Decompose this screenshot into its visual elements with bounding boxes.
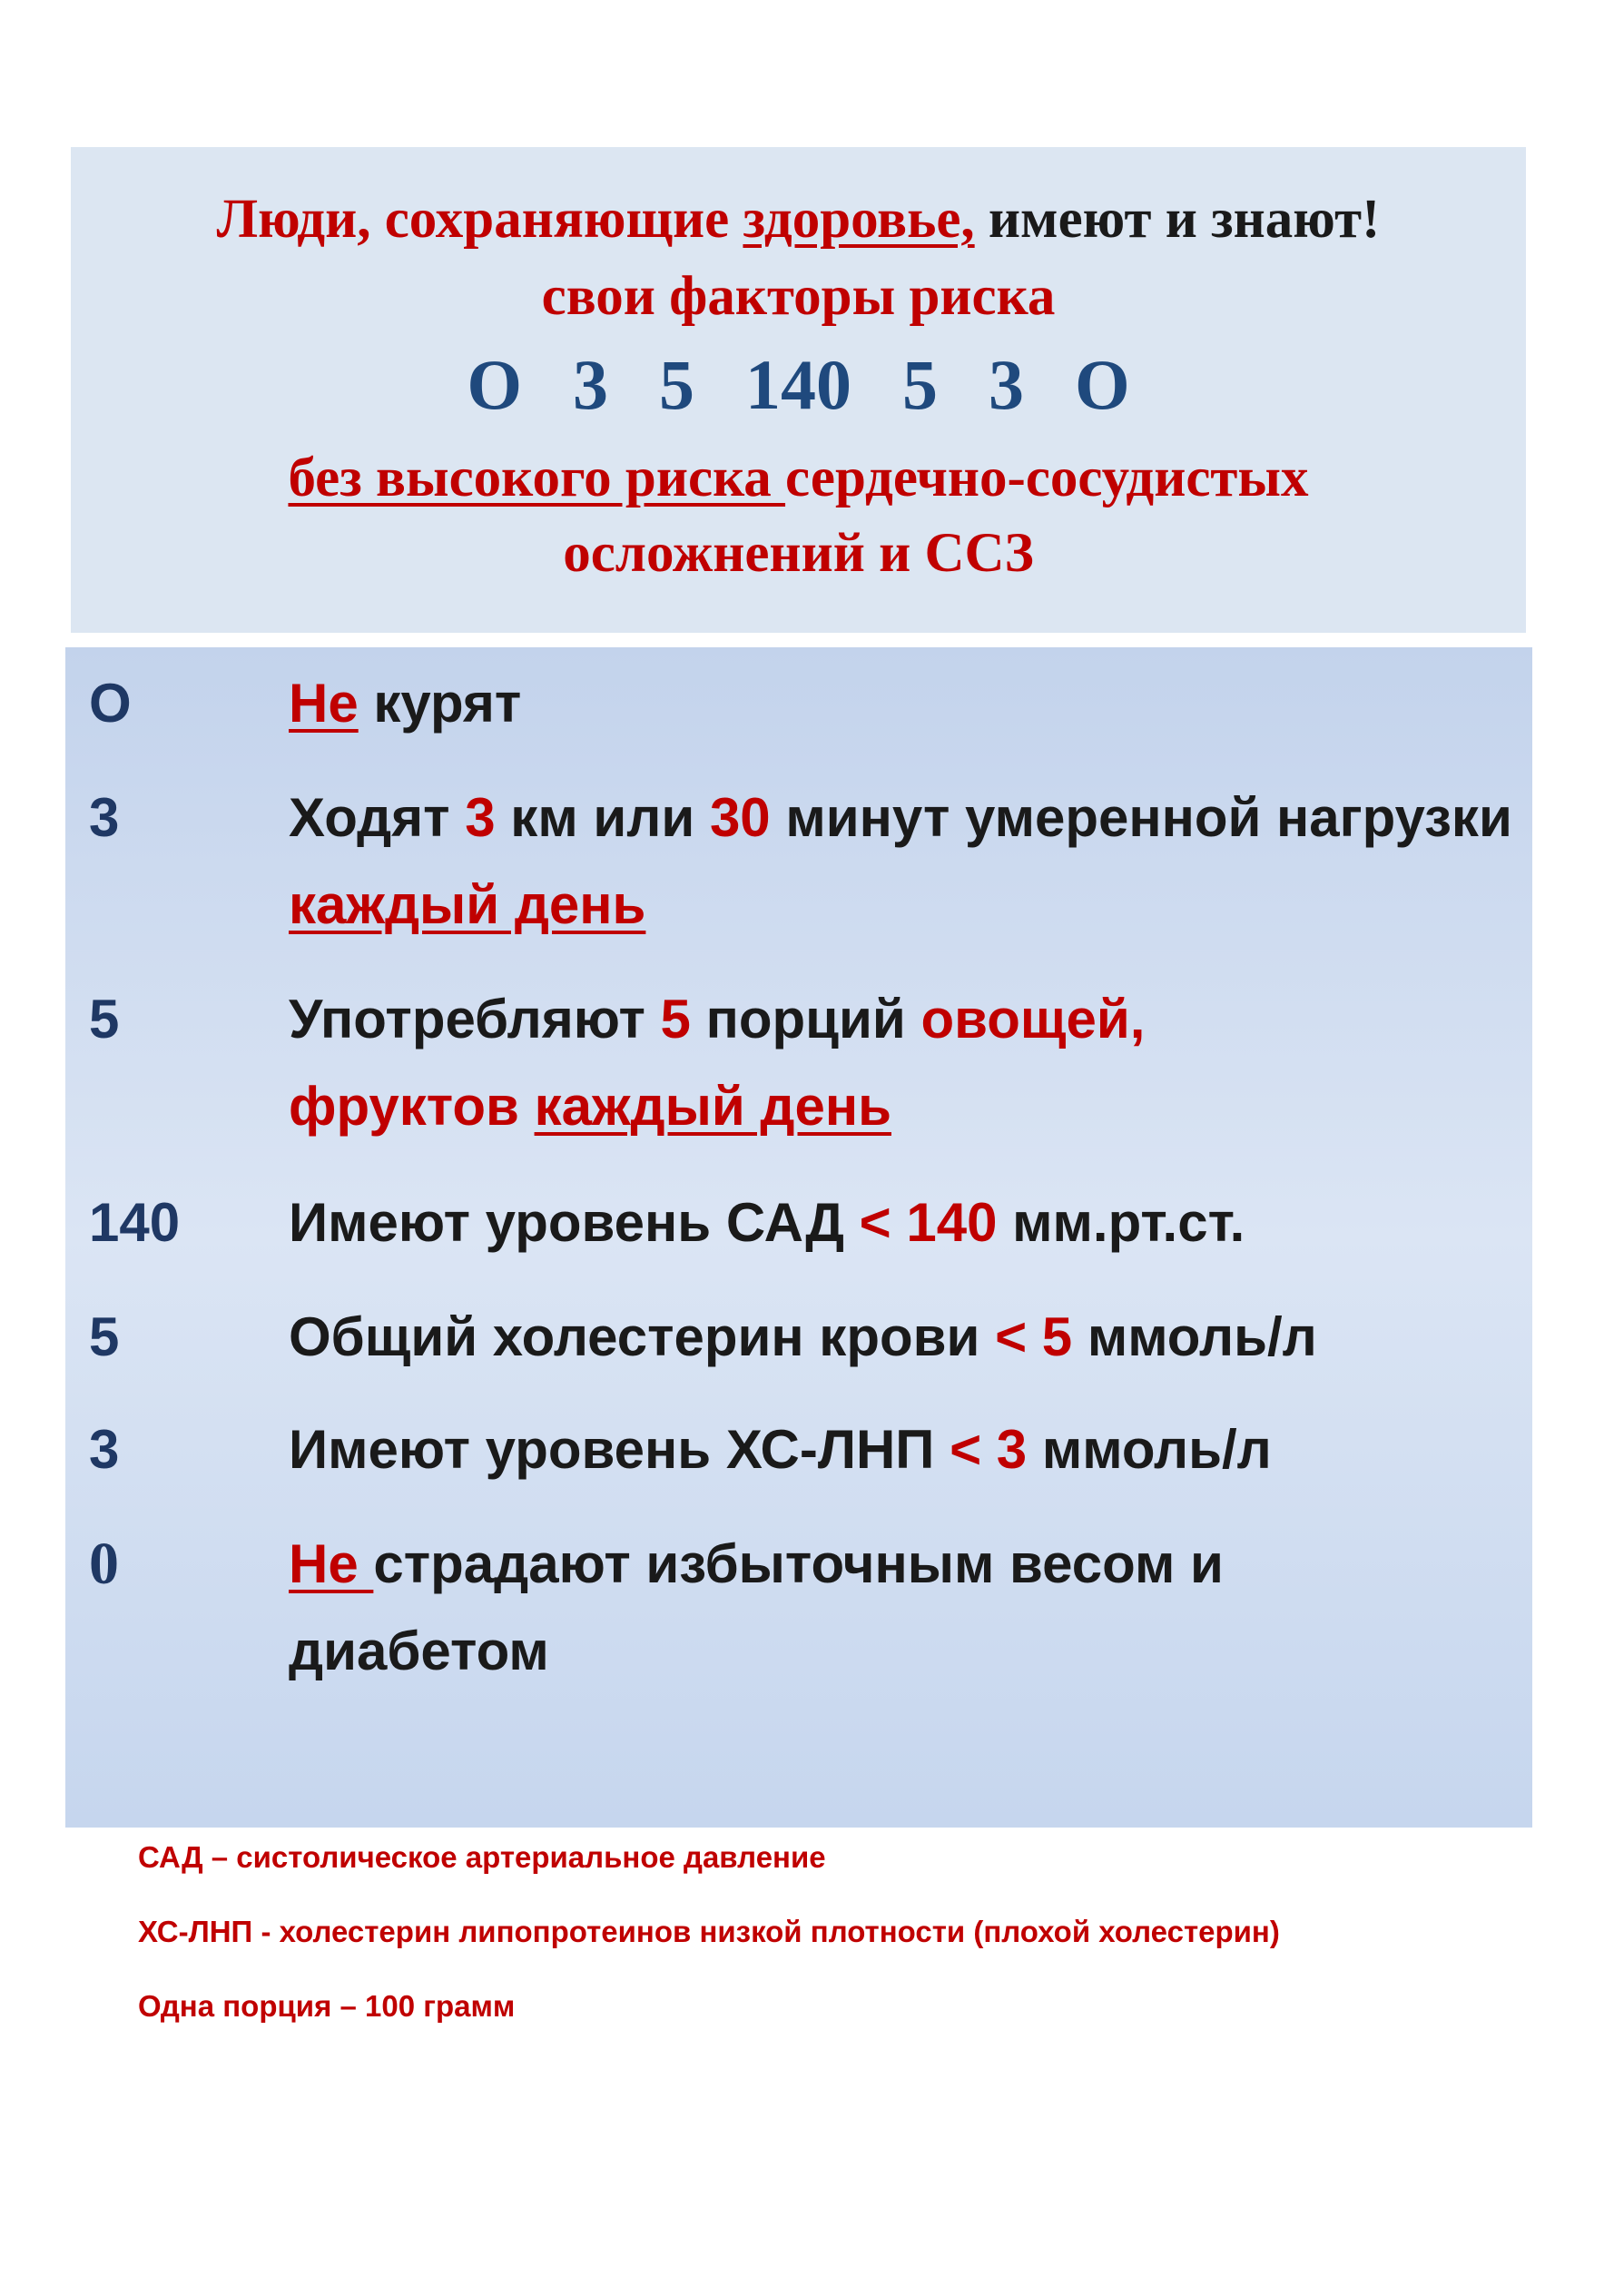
- text-segment: Имеют уровень ХС-ЛНП: [289, 1419, 950, 1480]
- factor-number: 3: [89, 787, 120, 848]
- factor-text: [289, 1294, 1523, 1381]
- headline-part-1: Люди, сохраняющие: [216, 189, 743, 250]
- emphasis-segment: каждый день: [534, 1076, 891, 1137]
- footnote: САД – систолическое артериальное давление: [138, 1840, 826, 1874]
- emphasis-segment: < 140: [859, 1192, 998, 1253]
- factor-number: 140: [89, 1192, 181, 1253]
- text-segment: км или: [495, 787, 710, 848]
- factor-number: 3: [89, 1419, 120, 1480]
- text-segment: Имеют уровень САД: [289, 1192, 860, 1253]
- risk-code: [71, 340, 1526, 430]
- text-segment: курят: [358, 673, 522, 734]
- emphasis-segment: 3: [465, 787, 496, 848]
- factor-text: [289, 1521, 1432, 1695]
- risk-line-2: осложнений и ССЗ: [563, 523, 1034, 584]
- code-digit: 140: [745, 345, 851, 424]
- risk-line-underlined: без высокого риска: [288, 448, 786, 508]
- text-segment: Употребляют: [289, 989, 661, 1049]
- code-digit: 3: [989, 345, 1024, 424]
- code-digit: 5: [902, 345, 938, 424]
- text-segment: Общий холестерин крови: [289, 1306, 996, 1367]
- factor-number: 5: [89, 989, 120, 1049]
- text-segment: минут умеренной нагрузки: [770, 787, 1512, 848]
- text-segment: Ходят: [289, 787, 466, 848]
- risk-line: [71, 442, 1526, 515]
- emphasis-segment: каждый день: [289, 874, 646, 935]
- headline: [71, 183, 1526, 256]
- code-digit: 5: [659, 345, 694, 424]
- text-segment: ммоль/л: [1027, 1419, 1272, 1480]
- risk-line-rest: сердечно-сосудистых: [785, 448, 1309, 508]
- subheadline: свои факторы риска: [541, 266, 1056, 327]
- text-segment: [519, 1076, 535, 1137]
- text-segment: порций: [690, 989, 921, 1049]
- factor-number: 5: [89, 1306, 120, 1367]
- factor-text: [289, 976, 1287, 1150]
- factor-text: [289, 774, 1523, 949]
- emphasis-segment: овощей, фруктов: [289, 989, 1146, 1137]
- factors-panel: [65, 647, 1532, 1828]
- factor-text: [289, 1406, 1523, 1493]
- emphasis-segment: 30: [709, 787, 771, 848]
- code-digit: О: [467, 345, 522, 424]
- headline-health-word: здоровье,: [743, 189, 975, 250]
- emphasis-segment: < 3: [950, 1419, 1028, 1480]
- emphasis-segment: Не: [289, 673, 359, 734]
- header-box: [71, 147, 1526, 633]
- text-segment: мм.рт.ст.: [997, 1192, 1245, 1253]
- text-segment: страдают избыточным весом и диабетом: [289, 1533, 1224, 1681]
- factor-number: О: [89, 673, 132, 734]
- emphasis-segment: Не: [289, 1533, 374, 1594]
- factor-number: 0: [89, 1531, 119, 1597]
- emphasis-segment: 5: [660, 989, 691, 1049]
- emphasis-segment: < 5: [995, 1306, 1073, 1367]
- footnote: ХС-ЛНП - холестерин липопротеинов низкой плотности (плохой холестерин): [138, 1915, 1280, 1948]
- code-digit: О: [1075, 345, 1130, 424]
- text-segment: ммоль/л: [1072, 1306, 1317, 1367]
- factor-text: [289, 1179, 1523, 1266]
- headline-part-3: имеют и знают!: [974, 189, 1381, 250]
- factor-text: [289, 660, 1523, 747]
- footnote: Одна порция – 100 грамм: [138, 1989, 516, 2023]
- code-digit: 3: [573, 345, 608, 424]
